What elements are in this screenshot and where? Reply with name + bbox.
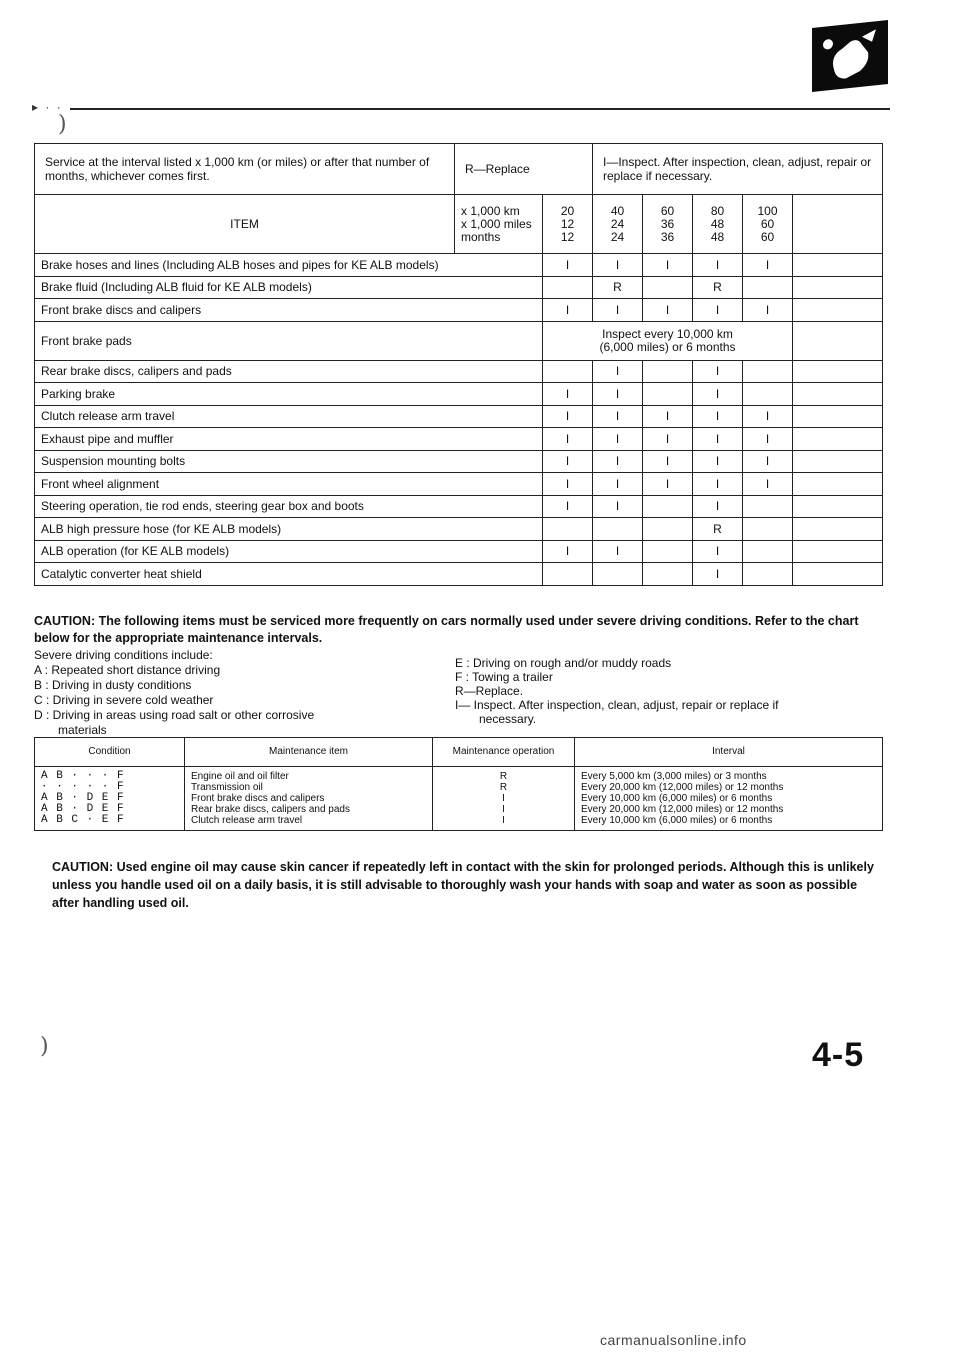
- table-row: [35, 360, 883, 383]
- row-cell: I: [593, 473, 643, 496]
- row-item: Rear brake discs, calipers and pads: [35, 360, 543, 383]
- interval-header: 80 48 48: [693, 195, 743, 254]
- interval-header: 40 24 24: [593, 195, 643, 254]
- row-item: Brake fluid (Including ALB fluid for KE ALB models): [35, 276, 543, 299]
- blank-cell: [793, 518, 883, 541]
- blank-cell: [793, 450, 883, 473]
- blank-cell: [793, 299, 883, 322]
- row-cell: I: [593, 450, 643, 473]
- row-cell: I: [693, 540, 743, 563]
- severe-conditions-list: [34, 648, 414, 738]
- row-cell: [743, 563, 793, 586]
- row-cell: R: [693, 518, 743, 541]
- list-item-cont: materials: [58, 723, 107, 737]
- list-item: R—Replace.: [455, 684, 524, 698]
- scan-mark: ▸ · ·: [32, 100, 63, 114]
- table-row: [35, 383, 883, 406]
- row-item: Clutch release arm travel: [35, 405, 543, 428]
- pads-inspect-note: Inspect every 10,000 km (6,000 miles) or 6 months: [543, 321, 793, 360]
- row-cell: [543, 276, 593, 299]
- blank-cell: [793, 495, 883, 518]
- blank-cell: [793, 428, 883, 451]
- list-item: C : Driving in severe cold weather: [34, 693, 214, 707]
- row-item: Front brake discs and calipers: [35, 299, 543, 322]
- severe-conditions-list-right: [455, 656, 885, 726]
- row-cell: I: [593, 405, 643, 428]
- replace-legend: R—Replace: [455, 144, 593, 195]
- row-cell: [643, 276, 693, 299]
- row-cell: I: [693, 563, 743, 586]
- list-item: B : Driving in dusty conditions: [34, 678, 192, 692]
- caution-severe-conditions: CAUTION: The following items must be serviced more frequently on cars normally used under severe driving conditions. Refer to the chart below for the appropriate maintenance intervals.: [34, 614, 859, 645]
- table-row: [35, 299, 883, 322]
- row-cell: I: [643, 450, 693, 473]
- row-item: Catalytic converter heat shield: [35, 563, 543, 586]
- row-cell: I: [643, 405, 693, 428]
- row-cell: I: [643, 299, 693, 322]
- row-cell: [643, 495, 693, 518]
- row-cell: I: [693, 450, 743, 473]
- row-cell: I: [643, 428, 693, 451]
- severe-conditions-table: [34, 737, 883, 831]
- table-row: [35, 540, 883, 563]
- row-cell: [543, 518, 593, 541]
- row-cell: [643, 518, 693, 541]
- row-cell: [743, 540, 793, 563]
- row-cell: I: [593, 540, 643, 563]
- row-cell: I: [593, 254, 643, 277]
- row-cell: I: [643, 473, 693, 496]
- list-item: I— Inspect. After inspection, clean, adjust, repair or replace if: [455, 698, 779, 712]
- service-logo-icon: [812, 20, 888, 92]
- row-cell: [543, 360, 593, 383]
- row-cell: I: [693, 254, 743, 277]
- row-cell: I: [593, 360, 643, 383]
- maintenance-items: Engine oil and oil filter Transmission oil Front brake discs and calipers Rear brake discs, calipers and pads Clutch release arm travel: [185, 767, 433, 831]
- row-item: Suspension mounting bolts: [35, 450, 543, 473]
- condition-codes: A B · · · F · · · · · F A B · D E F A B · D E F A B C · E F: [35, 767, 185, 831]
- row-cell: I: [643, 254, 693, 277]
- row-cell: [543, 563, 593, 586]
- maintenance-schedule-table: [34, 143, 883, 586]
- table-row: [35, 405, 883, 428]
- table-row: [35, 450, 883, 473]
- row-cell: I: [693, 360, 743, 383]
- blank-cell: [793, 563, 883, 586]
- row-item: ALB high pressure hose (for KE ALB models): [35, 518, 543, 541]
- row-cell: I: [543, 383, 593, 406]
- row-item: Brake hoses and lines (Including ALB hoses and pipes for KE ALB models): [35, 254, 543, 277]
- maintenance-operations: R R I I I: [433, 767, 575, 831]
- row-cell: I: [543, 450, 593, 473]
- table-row: [35, 495, 883, 518]
- row-cell: I: [693, 405, 743, 428]
- list-item: A : Repeated short distance driving: [34, 663, 221, 677]
- row-cell: I: [543, 299, 593, 322]
- maintenance-intervals: Every 5,000 km (3,000 miles) or 3 months Every 20,000 km (12,000 miles) or 12 months Every 10,000 km (6,000 miles) or 6 months Every 20,000 km (12,000 miles) or 12 months Every 10,000 km (6,000 miles) or 6 months: [575, 767, 883, 831]
- blank-cell: [793, 321, 883, 360]
- table-row: [35, 254, 883, 277]
- row-cell: I: [693, 473, 743, 496]
- list-item: E : Driving on rough and/or muddy roads: [455, 656, 672, 670]
- col-header: Maintenance item: [185, 738, 433, 767]
- blank-cell: [793, 360, 883, 383]
- interval-header: 60 36 36: [643, 195, 693, 254]
- row-cell: [743, 276, 793, 299]
- row-cell: I: [743, 254, 793, 277]
- col-header: Condition: [35, 738, 185, 767]
- row-cell: [643, 383, 693, 406]
- table-row: [35, 473, 883, 496]
- row-cell: I: [543, 495, 593, 518]
- row-cell: I: [743, 428, 793, 451]
- row-cell: I: [593, 428, 643, 451]
- row-cell: I: [543, 254, 593, 277]
- blank-cell: [793, 540, 883, 563]
- row-cell: I: [743, 299, 793, 322]
- row-cell: I: [693, 495, 743, 518]
- table-row: [35, 428, 883, 451]
- row-cell: [643, 563, 693, 586]
- row-cell: I: [543, 473, 593, 496]
- blank-cell: [793, 405, 883, 428]
- table-row: [35, 276, 883, 299]
- row-cell: I: [743, 405, 793, 428]
- blank-cell: [793, 383, 883, 406]
- row-cell: I: [543, 540, 593, 563]
- list-item: D : Driving in areas using road salt or other corrosive: [34, 708, 315, 722]
- row-cell: I: [543, 428, 593, 451]
- table-row: [35, 518, 883, 541]
- row-cell: [593, 563, 643, 586]
- table-row: [35, 563, 883, 586]
- interval-header: 100 60 60: [743, 195, 793, 254]
- blank-cell: [793, 254, 883, 277]
- service-note: Service at the interval listed x 1,000 km (or miles) or after that number of months, whichever comes first.: [35, 144, 455, 195]
- row-cell: I: [543, 405, 593, 428]
- blank-cell: [793, 276, 883, 299]
- row-cell: I: [743, 450, 793, 473]
- row-item: Parking brake: [35, 383, 543, 406]
- severe-intro: Severe driving conditions include:: [34, 648, 213, 662]
- row-item: Exhaust pipe and muffler: [35, 428, 543, 451]
- page-number: 4-5: [812, 1036, 865, 1074]
- row-cell: I: [743, 473, 793, 496]
- list-item-cont: necessary.: [479, 712, 537, 726]
- list-item: F : Towing a trailer: [455, 670, 553, 684]
- row-item: Steering operation, tie rod ends, steering gear box and boots: [35, 495, 543, 518]
- col-header: Interval: [575, 738, 883, 767]
- row-cell: [743, 383, 793, 406]
- item-header: ITEM: [35, 195, 455, 254]
- row-cell: [643, 540, 693, 563]
- row-cell: I: [693, 428, 743, 451]
- scan-bracket: ): [58, 112, 67, 137]
- scan-bracket: ): [40, 1034, 49, 1059]
- row-cell: [743, 518, 793, 541]
- row-cell: R: [593, 276, 643, 299]
- row-item: Front wheel alignment: [35, 473, 543, 496]
- row-cell: R: [693, 276, 743, 299]
- row-item: ALB operation (for KE ALB models): [35, 540, 543, 563]
- footer-watermark: carmanualsonline.info: [600, 1332, 747, 1348]
- blank-cell: [793, 473, 883, 496]
- row-cell: [743, 360, 793, 383]
- table-row: [35, 321, 883, 360]
- units-header: x 1,000 km x 1,000 miles months: [455, 195, 543, 254]
- row-cell: [743, 495, 793, 518]
- blank-cell: [793, 195, 883, 254]
- top-rule: [70, 108, 890, 110]
- inspect-legend: I—Inspect. After inspection, clean, adjust, repair or replace if necessary.: [593, 144, 883, 195]
- row-cell: [593, 518, 643, 541]
- row-cell: I: [693, 299, 743, 322]
- row-cell: I: [593, 299, 643, 322]
- interval-header: 20 12 12: [543, 195, 593, 254]
- row-cell: I: [593, 495, 643, 518]
- col-header: Maintenance operation: [433, 738, 575, 767]
- row-cell: I: [593, 383, 643, 406]
- caution-used-oil: CAUTION: Used engine oil may cause skin cancer if repeatedly left in contact with the skin for prolonged periods. Although this is unlikely unless you handle used oil on a daily basis, it is still advisable to thoroughly wash your hands with soap and water as soon as possible after handling used oil.: [52, 860, 874, 910]
- row-cell: [643, 360, 693, 383]
- row-item: Front brake pads: [35, 321, 543, 360]
- row-cell: I: [693, 383, 743, 406]
